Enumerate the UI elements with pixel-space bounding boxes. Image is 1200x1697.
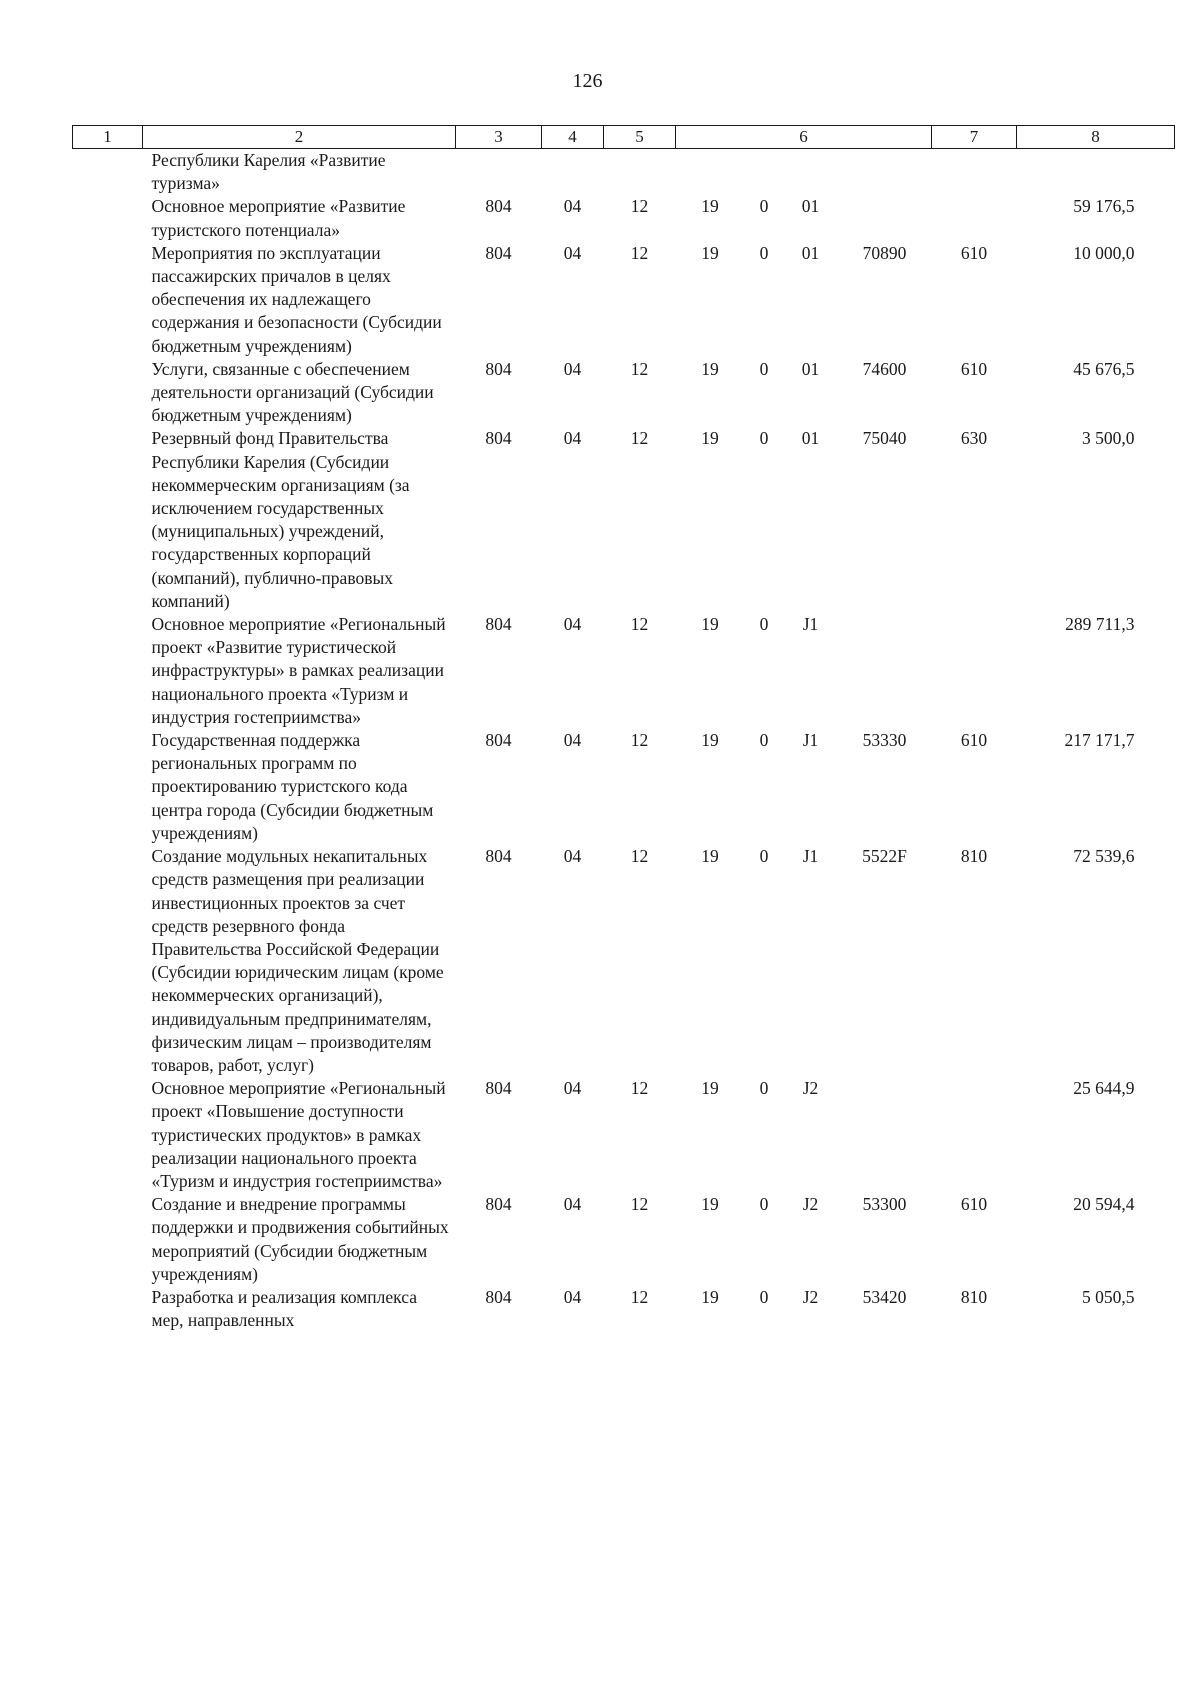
section-code-cell: 04 <box>563 428 582 449</box>
subsection-code-cell <box>604 149 676 196</box>
row-number-cell <box>73 845 143 1077</box>
subsection-code-cell: 12 <box>630 730 649 751</box>
table-row <box>73 427 1175 613</box>
item-name-cell: Республики Карелия «Развитие туризма» <box>151 150 386 194</box>
table-row <box>73 1193 1175 1286</box>
section-code-cell: 04 <box>563 196 582 217</box>
target-article-subprogram-cell: 0 <box>759 428 769 449</box>
target-article-direction-cell <box>838 149 932 196</box>
target-article-program-cell: 19 <box>701 846 719 867</box>
subsection-code-cell: 12 <box>630 358 649 379</box>
header-cell: 4 <box>542 126 604 149</box>
target-article-subprogram-cell: 0 <box>759 1286 769 1307</box>
row-number-cell <box>73 1077 143 1193</box>
budget-table <box>72 125 1175 1332</box>
section-code-cell: 04 <box>563 1194 582 1215</box>
expense-type-cell: 610 <box>960 358 988 379</box>
expense-type-cell: 610 <box>960 242 988 263</box>
item-name-cell: Мероприятия по эксплуатации пассажирских причалов в целях обеспечения их надлежащего содержания и безопасности (Субсидии бюджетным учреждениям) <box>151 242 442 356</box>
amount-cell: 59 176,5 <box>1073 196 1135 217</box>
target-article-program-cell: 19 <box>701 242 719 263</box>
expense-type-cell <box>932 613 1017 729</box>
item-name-cell: Услуги, связанные с обеспечением деятельности организаций (Субсидии бюджетным учреждениям) <box>151 358 434 426</box>
section-code-cell: 04 <box>563 846 582 867</box>
item-name-cell: Резервный фонд Правительства Республики Карелия (Субсидии некоммерческим организациям (за исключением государственных (муниципальных) учреждений, государственных корпораций (компаний), публично-правовых компаний) <box>151 428 410 611</box>
table-row <box>73 149 1175 196</box>
header-cell: 5 <box>604 126 676 149</box>
section-code-cell: 04 <box>563 1286 582 1307</box>
header-cell: 6 <box>676 126 932 149</box>
expense-type-cell <box>932 1077 1017 1193</box>
subsection-code-cell: 12 <box>630 1286 649 1307</box>
table-row <box>73 195 1175 241</box>
target-article-direction-cell: 70890 <box>862 242 907 263</box>
item-name-cell: Создание и внедрение программы поддержки и продвижения событийных мероприятий (Субсидии бюджетным учреждениям) <box>151 1194 449 1284</box>
item-name-cell: Основное мероприятие «Развитие туристского потенциала» <box>151 196 406 240</box>
table-row <box>73 1077 1175 1193</box>
row-number-cell <box>73 1193 143 1286</box>
target-article-program-cell: 19 <box>701 614 719 635</box>
chapter-code-cell: 804 <box>485 730 512 751</box>
chapter-code-cell <box>456 149 542 196</box>
expense-type-cell <box>932 195 1017 241</box>
table-row <box>73 242 1175 358</box>
table-body <box>73 149 1175 1333</box>
section-code-cell: 04 <box>563 242 582 263</box>
expense-type-cell: 630 <box>960 428 988 449</box>
target-article-program-cell: 19 <box>701 1078 719 1099</box>
target-article-event-cell: J2 <box>802 1194 819 1215</box>
target-article-direction-cell <box>838 195 932 241</box>
item-name-cell: Основное мероприятие «Региональный проект «Развитие туристической инфраструктуры» в рамках реализации национального проекта «Туризм и индустрия гостеприимства» <box>151 614 446 727</box>
target-article-subprogram-cell: 0 <box>759 196 769 217</box>
table-row <box>73 613 1175 729</box>
row-number-cell <box>73 242 143 358</box>
row-number-cell <box>73 729 143 845</box>
target-article-program-cell: 19 <box>701 1194 719 1215</box>
target-article-event-cell: 01 <box>801 358 820 379</box>
table-row <box>73 358 1175 428</box>
subsection-code-cell: 12 <box>630 1078 649 1099</box>
target-article-program-cell: 19 <box>701 358 719 379</box>
target-article-event-cell <box>784 149 838 196</box>
target-article-event-cell: 01 <box>801 242 820 263</box>
page-number: 126 <box>572 70 603 92</box>
chapter-code-cell: 804 <box>485 1286 512 1307</box>
row-number-cell <box>73 358 143 428</box>
target-article-direction-cell: 5522F <box>862 846 907 867</box>
target-article-direction-cell: 75040 <box>862 428 907 449</box>
chapter-code-cell: 804 <box>485 242 512 263</box>
target-article-program-cell: 19 <box>701 428 719 449</box>
header-row <box>73 126 1175 149</box>
target-article-event-cell: 01 <box>801 428 820 449</box>
section-code-cell: 04 <box>563 614 582 635</box>
item-name-cell: Создание модульных некапитальных средств размещения при реализации инвестиционных проектов за счет средств резервного фонда Правительства Российской Федерации (Субсидии юридическим лицам (кроме некоммерческих организаций), индивидуальным предпринимателям, физическим лицам – производителям товаров, работ, услуг) <box>151 846 444 1075</box>
subsection-code-cell: 12 <box>630 242 649 263</box>
target-article-event-cell: J2 <box>802 1286 819 1307</box>
target-article-subprogram-cell: 0 <box>759 242 769 263</box>
section-code-cell: 04 <box>563 358 582 379</box>
target-article-event-cell: J1 <box>802 846 819 867</box>
item-name-cell: Разработка и реализация комплекса мер, направленных <box>151 1286 417 1331</box>
target-article-direction-cell: 53330 <box>862 730 907 751</box>
subsection-code-cell: 12 <box>630 846 649 867</box>
header-cell: 7 <box>932 126 1017 149</box>
expense-type-cell: 810 <box>960 846 988 867</box>
expense-type-cell <box>932 149 1017 196</box>
amount-cell: 289 711,3 <box>1065 614 1135 635</box>
chapter-code-cell: 804 <box>485 1078 512 1099</box>
header-cell: 2 <box>143 126 456 149</box>
target-article-subprogram-cell: 0 <box>759 1078 769 1099</box>
chapter-code-cell: 804 <box>485 428 512 449</box>
table-row <box>73 729 1175 845</box>
chapter-code-cell: 804 <box>485 614 512 635</box>
subsection-code-cell: 12 <box>630 196 649 217</box>
target-article-program-cell: 19 <box>701 196 719 217</box>
amount-cell: 20 594,4 <box>1073 1194 1135 1215</box>
target-article-direction-cell: 53300 <box>862 1194 907 1215</box>
amount-cell: 72 539,6 <box>1073 846 1135 867</box>
target-article-program-cell: 19 <box>701 1286 719 1307</box>
target-article-subprogram-cell: 0 <box>759 358 769 379</box>
amount-cell: 10 000,0 <box>1073 242 1135 263</box>
row-number-cell <box>73 613 143 729</box>
target-article-direction-cell <box>838 613 932 729</box>
row-number-cell <box>73 427 143 613</box>
target-article-subprogram-cell: 0 <box>759 730 769 751</box>
item-name-cell: Основное мероприятие «Региональный проект «Повышение доступности туристических продуктов» в рамках реализации национального проекта «Туризм и индустрия гостеприимства» <box>151 1078 446 1191</box>
header-cell: 8 <box>1017 126 1175 149</box>
amount-cell: 217 171,7 <box>1064 730 1135 751</box>
target-article-program-cell: 19 <box>701 730 719 751</box>
target-article-event-cell: J1 <box>802 614 819 635</box>
item-name-cell: Государственная поддержка региональных программ по проектированию туристского кода центра города (Субсидии бюджетным учреждениям) <box>151 730 434 843</box>
expense-type-cell: 810 <box>960 1286 988 1307</box>
target-article-subprogram-cell: 0 <box>759 846 769 867</box>
chapter-code-cell: 804 <box>485 846 512 867</box>
chapter-code-cell: 804 <box>485 1194 512 1215</box>
expense-type-cell: 610 <box>960 730 988 751</box>
chapter-code-cell: 804 <box>485 196 512 217</box>
header-cell: 3 <box>456 126 542 149</box>
target-article-subprogram-cell: 0 <box>759 614 769 635</box>
amount-cell: 25 644,9 <box>1073 1078 1135 1099</box>
subsection-code-cell: 12 <box>630 614 649 635</box>
table-row <box>73 845 1175 1077</box>
target-article-direction-cell: 53420 <box>862 1286 907 1307</box>
row-number-cell <box>73 1286 143 1332</box>
chapter-code-cell: 804 <box>485 358 512 379</box>
subsection-code-cell: 12 <box>630 1194 649 1215</box>
target-article-subprogram-cell: 0 <box>759 1194 769 1215</box>
table-row <box>73 1286 1175 1332</box>
row-number-cell <box>73 149 143 196</box>
row-number-cell <box>73 195 143 241</box>
expense-type-cell: 610 <box>960 1194 988 1215</box>
target-article-event-cell: J2 <box>802 1078 819 1099</box>
amount-cell <box>1017 149 1175 196</box>
subsection-code-cell: 12 <box>630 428 649 449</box>
target-article-direction-cell <box>838 1077 932 1193</box>
amount-cell: 45 676,5 <box>1073 358 1135 379</box>
amount-cell: 5 050,5 <box>1082 1286 1135 1307</box>
amount-cell: 3 500,0 <box>1082 428 1135 449</box>
header-cell: 1 <box>73 126 143 149</box>
target-article-program-cell <box>676 149 745 196</box>
section-code-cell: 04 <box>563 730 582 751</box>
target-article-event-cell: 01 <box>801 196 820 217</box>
section-code-cell <box>542 149 604 196</box>
section-code-cell: 04 <box>563 1078 582 1099</box>
target-article-subprogram-cell <box>745 149 784 196</box>
target-article-direction-cell: 74600 <box>862 358 907 379</box>
target-article-event-cell: J1 <box>802 730 819 751</box>
